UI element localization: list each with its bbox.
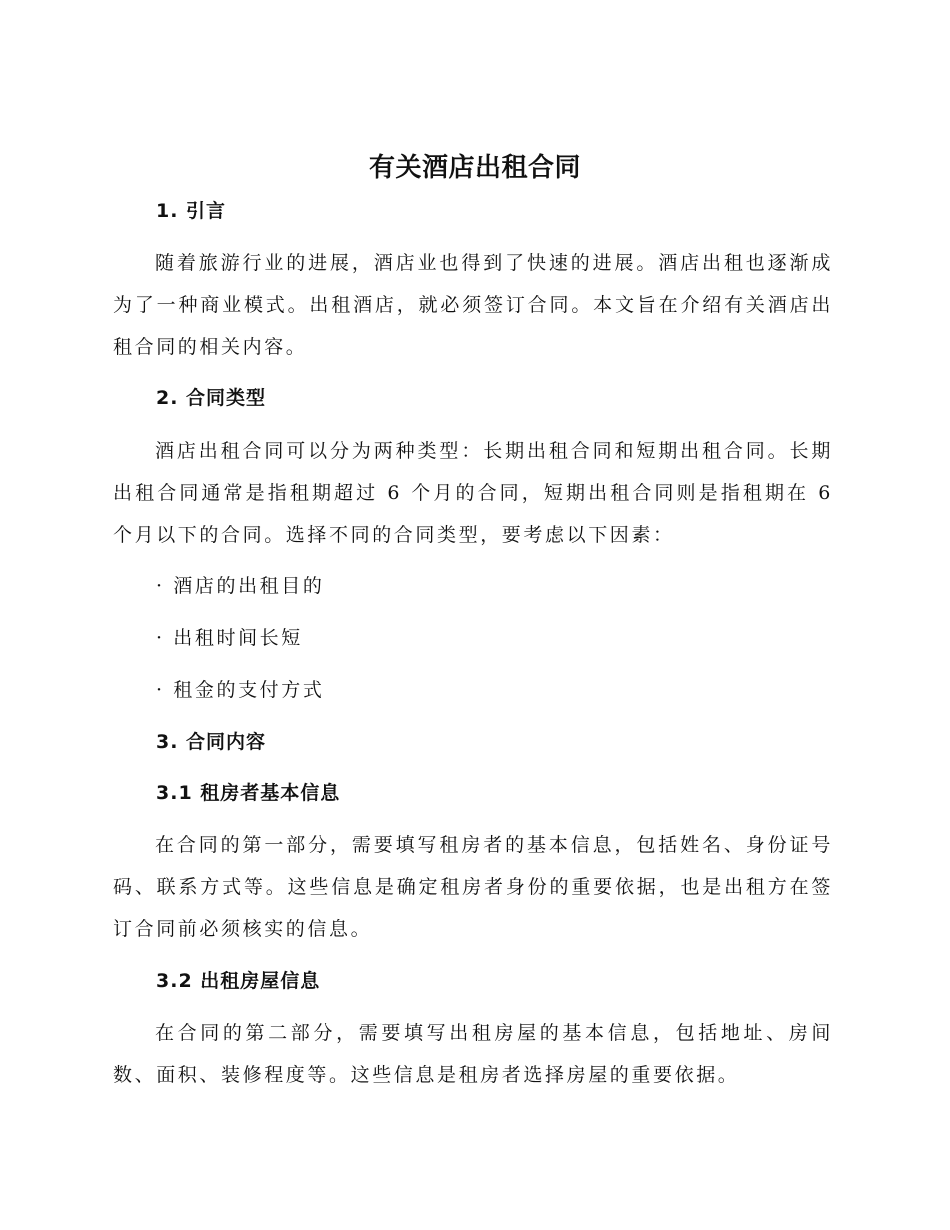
list-item: · 酒店的出租目的 [156,575,325,597]
document-title: 有关酒店出租合同 [368,153,581,183]
section-1-paragraph: 随着旅游行业的进展，酒店业也得到了快速的进展。酒店出租也逐渐成为了一种商业模式。出租酒店，就必须签订合同。本文旨在介绍有关酒店出租合同的相关内容。 [113,252,833,358]
section-3-1-heading: 3.1 租房者基本信息 [156,782,341,804]
list-item: · 租金的支付方式 [156,679,325,701]
section-3-2-heading: 3.2 出租房屋信息 [156,970,321,992]
section-1-heading: 1. 引言 [156,200,227,222]
section-3-heading: 3. 合同内容 [156,731,267,753]
section-3-1-paragraph: 在合同的第一部分，需要填写租房者的基本信息，包括姓名、身份证号码、联系方式等。这些信息是确定租房者身份的重要依据，也是出租方在签订合同前必须核实的信息。 [113,834,833,940]
list-item: · 出租时间长短 [156,627,303,649]
section-2-heading: 2. 合同类型 [156,387,267,409]
section-3-2-paragraph: 在合同的第二部分，需要填写出租房屋的基本信息，包括地址、房间数、面积、装修程度等。这些信息是租房者选择房屋的重要依据。 [113,1022,833,1086]
section-2-paragraph: 酒店出租合同可以分为两种类型：长期出租合同和短期出租合同。长期出租合同通常是指租期超过 6 个月的合同，短期出租合同则是指租期在 6 个月以下的合同。选择不同的合同类型，要考虑以下因素： [113,440,833,546]
